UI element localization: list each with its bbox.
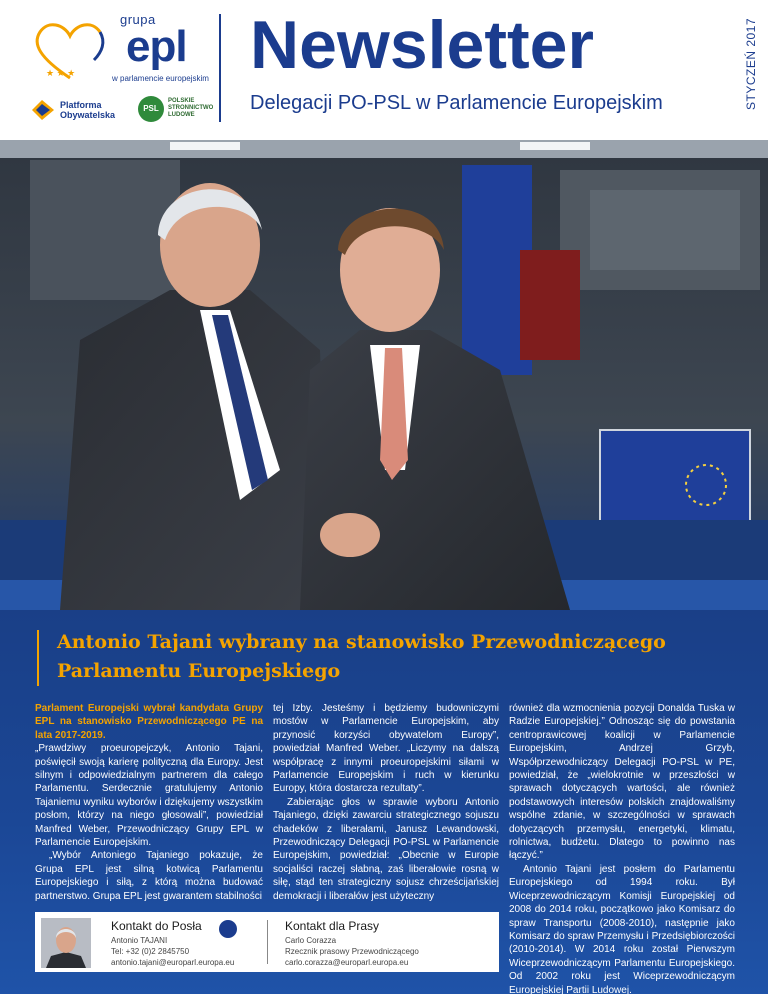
epl-grupa-label: grupa bbox=[120, 12, 156, 27]
header-divider bbox=[219, 14, 221, 122]
po-logo-icon bbox=[30, 98, 56, 122]
portrait-photo-icon bbox=[41, 918, 91, 968]
contact-mp-name: Antonio TAJANI bbox=[111, 936, 168, 945]
article-paragraph: „Prawdziwy proeuropejczyk, Antonio Tajani, poświęcił swoją karierę polityczną dla Europy. Jest silnym i odpowiedzialnym partnerem dla całego Parlamentu. Serdecznie gratulujemy Antonio Tajaniemu wyniku wyborów i dziękujemy wszystkim posłom, którzy na niego głosowali”, powiedział Manfred Weber, Przewodniczący Grupy EPL w Parlamencie Europejskim. bbox=[35, 743, 263, 849]
handshake-photo bbox=[0, 140, 768, 610]
hero-photo bbox=[0, 140, 768, 610]
psl-logo-text: POLSKIE STRONNICTWO LUDOWE bbox=[168, 98, 214, 118]
article-column-3 bbox=[509, 702, 735, 994]
party-logos bbox=[30, 96, 215, 126]
contact-press-name: Carlo Corazza bbox=[285, 936, 337, 945]
article-lead: Parlament Europejski wybrał kandydata Grupy EPL na stanowisko Przewodniczącego PE na lata 2017-2019. bbox=[35, 703, 263, 741]
article-headline: Antonio Tajani wybrany na stanowisko Przewodniczącego Parlamentu Europejskiego bbox=[57, 631, 666, 682]
epl-wordmark: epl bbox=[126, 22, 187, 71]
contact-divider bbox=[267, 920, 268, 964]
contact-press-role: Rzecznik prasowy Przewodniczącego bbox=[285, 947, 419, 956]
newsletter-header bbox=[0, 0, 768, 140]
article-section bbox=[0, 610, 768, 994]
contact-box bbox=[35, 912, 499, 972]
epl-mini-logo-icon bbox=[219, 920, 237, 938]
issue-date: STYCZEŃ 2017 bbox=[744, 17, 758, 110]
svg-text:★ ★ ★: ★ ★ ★ bbox=[46, 68, 76, 78]
contact-mp-phone: Tel: +32 (0)2 2845750 bbox=[111, 947, 190, 956]
epl-subtitle: w parlamencie europejskim bbox=[112, 74, 209, 83]
article-paragraph: również dla wzmocnienia pozycji Donalda Tuska w Radzie Europejskiej.” Odnosząc się do powstania centroprawicowej koalicji w Parlamencie Europejskim, Andrzej Grzyb, Współprzewodniczący Delegacji PO-PSL w PE, powiedział, że „wielokrotnie w przeszłości w sprawach dotyczących wartości, ale również podstawowych interesów polskich znajdowaliśmy wspólne zdanie, w szczególności w sprawach dotyczących przemysłu, energetyki, klimatu, rolnictwa, budżetu. Dlatego to powinno nas łączyć.” bbox=[509, 703, 735, 862]
contact-mp-email[interactable]: antonio.tajani@europarl.europa.eu bbox=[111, 958, 235, 967]
article-paragraph: „Wybór Antoniego Tajaniego pokazuje, że Grupa EPL jest silną kotwicą Parlamentu Europejskiego i siłą, z którą można budować partnerstwo. Grupa EPL jest gwarantem stabilności bbox=[35, 850, 263, 902]
mp-portrait bbox=[41, 918, 91, 968]
article-paragraph: Zabierając głos w sprawie wyboru Antonio Tajaniego, dzięki zawarciu strategicznego sojuszu chadeków z liberałami, Janusz Lewandowski, Przewodniczący Delegacji PO-PSL w Parlamencie Europejskim, powiedział: „Obecnie w Europie socjaliści raczej słabną, zaś liberałowie rosną w siłę, stąd ten strategiczny sojusz chrześcijańskiej demokracji i liberałów jest użyteczny bbox=[273, 796, 499, 902]
article-paragraph: Antonio Tajani jest posłem do Parlamentu Europejskiego od 1994 roku. Był Wiceprzewodniczącym Komisji Europejskiej od 2008 do 2014 roku, początkowo jako Komisarz do spraw Transportu (2008-2010), następnie jako Komisarz do spraw Przemysłu i Przedsiębiorczości (2010-2014). W 2014 roku został Pierwszym Wiceprzewodniczącym Parlamentu Europejskiego. Od 2002 roku jest Wiceprzewodniczącym Europejskiej Partii Ludowej. bbox=[509, 863, 735, 994]
contact-press-title: Kontakt dla Prasy bbox=[285, 919, 380, 933]
article-paragraph: tej Izby. Jesteśmy i będziemy budowniczymi mostów w Parlamencie Europejskim, aby przynosić korzyści obywatelom Europy”, powiedział Manfred Weber. „Liczymy na dalszą współpracę z innymi proeuropejskimi siłami w Parlamencie Europejskim i ruch w kierunku Europy, która dostarcza rezultaty”. bbox=[273, 703, 499, 795]
newsletter-subtitle: Delegacji PO-PSL w Parlamencie Europejskim bbox=[250, 92, 663, 114]
contact-mp-title: Kontakt do Posła bbox=[111, 919, 202, 933]
article-column-2 bbox=[273, 702, 499, 903]
newsletter-title: Newsletter bbox=[250, 7, 594, 83]
headline-accent-bar bbox=[37, 630, 39, 686]
heart-stars-icon bbox=[30, 16, 110, 86]
contact-press-email[interactable]: carlo.corazza@europarl.europa.eu bbox=[285, 958, 409, 967]
epl-group-logo bbox=[30, 8, 209, 88]
psl-logo-icon: PSL bbox=[138, 96, 164, 122]
article-column-1 bbox=[35, 702, 263, 903]
po-logo-text: Platforma Obywatelska bbox=[60, 100, 116, 120]
